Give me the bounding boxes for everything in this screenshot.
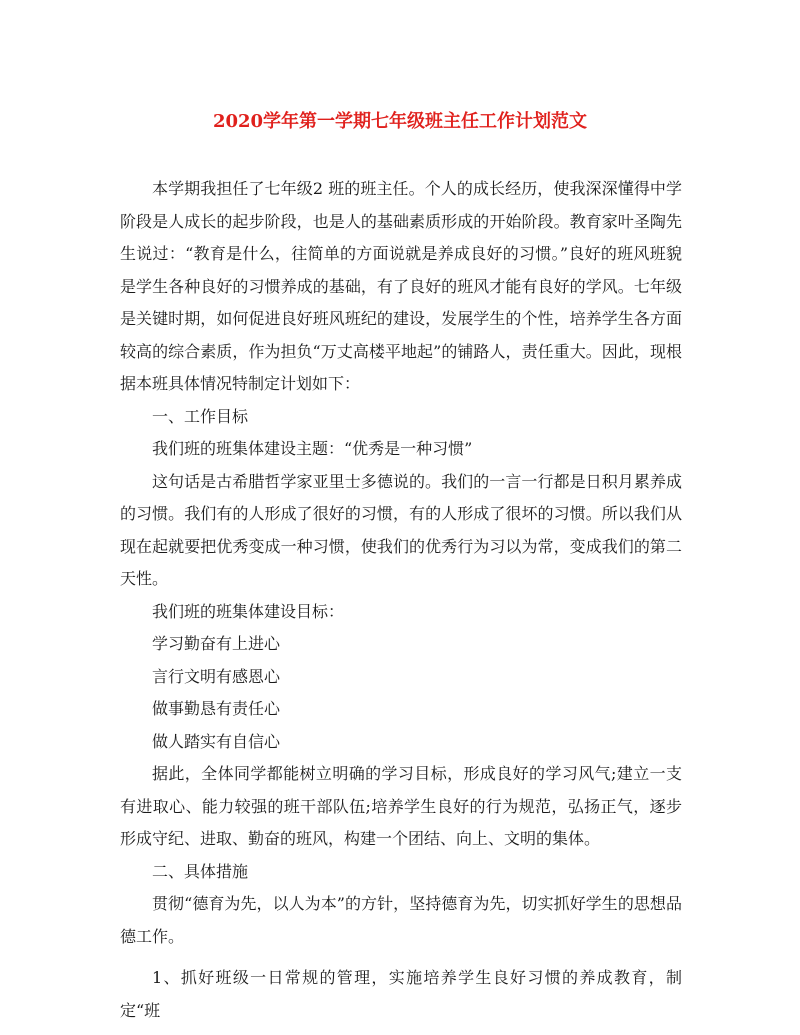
paragraph-goals-heading: 我们班的班集体建设目标： xyxy=(152,601,345,621)
paragraph-intro: 本学期我担任了七年级2 班的班主任。个人的成长经历，使我深深懂得中学阶段是人成长的起步阶段，也是人的基础素质形成的开始阶段。教育家叶圣陶先生说过：“教育是什么，往简单的方面说就是养成良好的习惯。”良好的班风班貌是学生各种良好的习惯养成的基础，有了良好的班风才能有良好的学风。七年级是关键时期，如何促进良好班风班纪的建设，发展学生的个性，培养学生各方面较高的综合素质，作为担负“万丈高楼平地起”的铺路人，责任重大。因此，现根据本班具体情况特制定计划如下： xyxy=(120,179,682,393)
goal-item: 学习勤奋有上进心 xyxy=(152,634,281,653)
goal-item: 做人踏实有自信心 xyxy=(152,731,281,751)
document-title: 2020学年第一学期七年级班主任工作计划范文 xyxy=(212,111,588,132)
paragraph-moral-education: 贯彻“德育为先，以人为本”的方针，坚持德育为先，切实抓好学生的思想品德工作。 xyxy=(120,894,682,946)
section-heading-measures: 二、具体措施 xyxy=(152,861,249,881)
paragraph-accordingly: 据此，全体同学都能树立明确的学习目标，形成良好的学习风气;建立一支有进取心、能力较强的班干部队伍;培养学生良好的行为规范，弘扬正气，逐步形成守纪、进取、勤奋的班风，构建一个团结、向上、文明的集体。 xyxy=(120,764,682,848)
document-body xyxy=(120,173,682,1027)
section-heading-goals: 一、工作目标 xyxy=(152,406,249,426)
paragraph-aristotle: 这句话是古希腊哲学家亚里士多德说的。我们的一言一行都是日积月累养成的习惯。我们有的人形成了很好的习惯，有的人形成了很坏的习惯。所以我们从现在起就要把优秀变成一种习惯，使我们的优秀行为习以为常，变成我们的第二天性。 xyxy=(120,471,682,588)
goal-item: 做事勤恳有责任心 xyxy=(152,699,281,718)
paragraph-measure-1: 1、抓好班级一日常规的管理，实施培养学生良好习惯的养成教育，制定“班 xyxy=(120,968,682,1020)
goal-item: 言行文明有感恩心 xyxy=(152,666,281,686)
paragraph-theme: 我们班的班集体建设主题：“优秀是一种习惯” xyxy=(152,439,473,458)
